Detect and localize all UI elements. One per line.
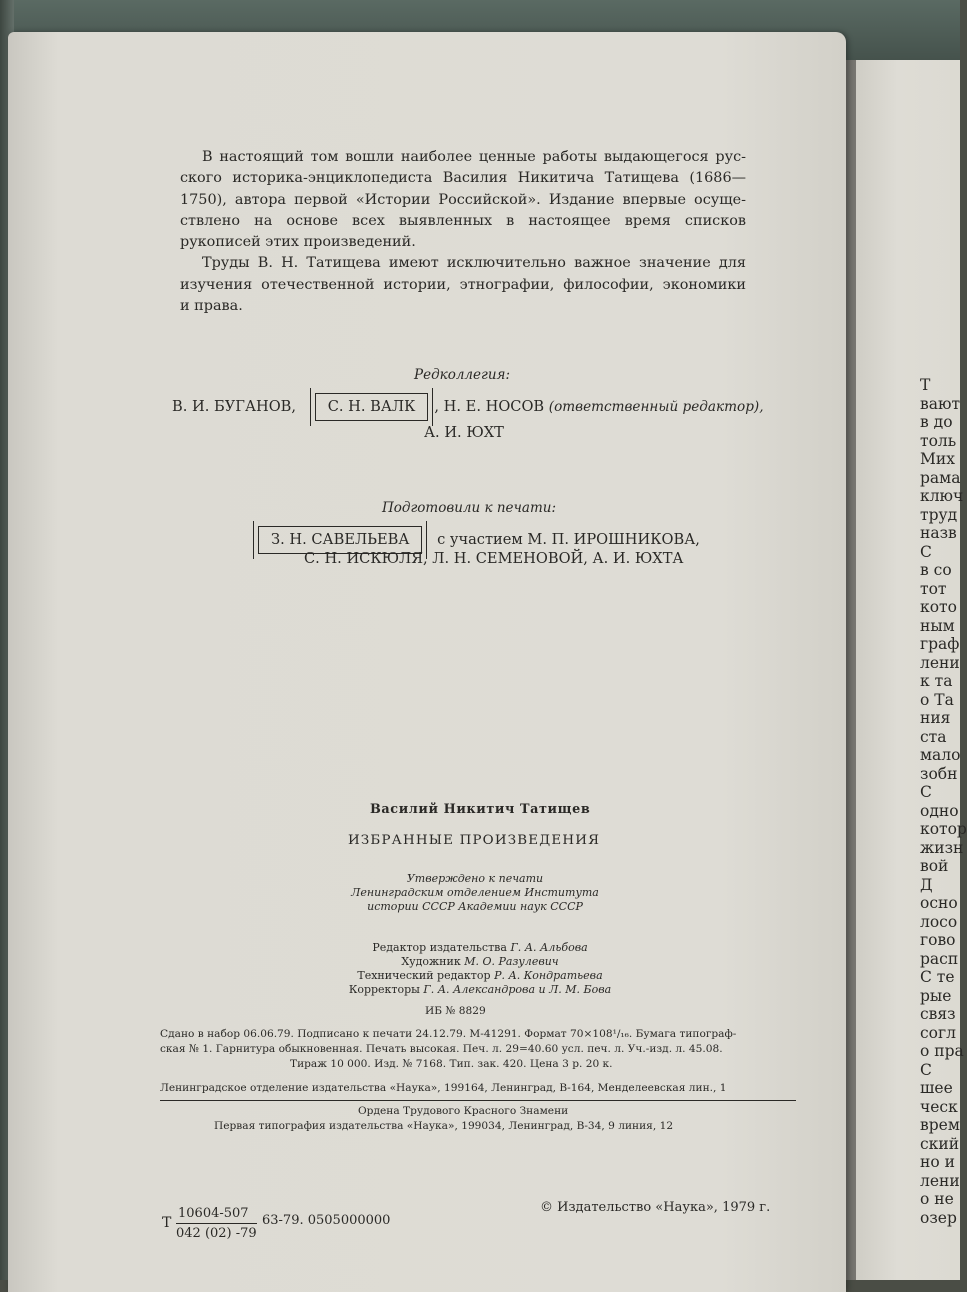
facing-page-fragment: граф	[920, 635, 960, 653]
staff-name: Р. А. Кондратьева	[494, 969, 603, 982]
divider	[160, 1100, 796, 1101]
preparer-name-deceased: З. Н. САВЕЛЬЕВА	[258, 526, 422, 554]
facing-page-fragment: шее	[920, 1079, 953, 1097]
facing-page-fragment: но и	[920, 1153, 955, 1171]
preparer-participants: с участием М. П. ИРОШНИКОВА,	[437, 531, 700, 548]
facing-page-fragment: зобн	[920, 764, 958, 783]
facing-page-fragment: в со	[920, 561, 952, 579]
facing-page-fragment: жизн	[920, 838, 964, 857]
intro-line: рукописей этих произведений.	[180, 234, 416, 251]
intro-paragraph	[180, 147, 746, 317]
facing-page-fragment: о пра	[920, 1042, 964, 1060]
facing-page-fragment: о Та	[920, 690, 954, 709]
intro-line: и права.	[180, 298, 243, 315]
catalog-letter: Т	[162, 1215, 172, 1231]
colophon-author: Василий Никитич Татищев	[370, 802, 591, 817]
intro-line: Труды В. Н. Татищева имеют исключительно важное значение для	[202, 255, 746, 272]
facing-page-fragment: С	[920, 783, 932, 801]
staff-line	[320, 969, 640, 983]
catalog-numerator: 10604-507	[176, 1204, 257, 1224]
staff-role: Технический редактор	[357, 969, 491, 982]
staff-role: Художник	[401, 955, 461, 968]
facing-page-fragment: в до	[920, 413, 953, 431]
facing-page	[856, 60, 967, 1280]
facing-page-fragment: рые	[920, 986, 952, 1005]
printer-address: Первая типография издательства «Наука», 199034, Ленинград, В-34, 9 линия, 12	[214, 1120, 674, 1132]
spec-line: Тираж 10 000. Изд. № 7168. Тип. зак. 420. Цена 3 р. 20 к.	[290, 1058, 613, 1070]
staff-credits	[320, 941, 640, 997]
staff-line	[320, 941, 640, 955]
prepared-line2: С. Н. ИСКЮЛЯ, Л. Н. СЕМЕНОВОЙ, А. И. ЮХТА	[304, 550, 684, 567]
facing-page-fragment: Д	[920, 875, 933, 894]
spec-line: ская № 1. Гарнитура обыкновенная. Печать высокая. Печ. л. 29=40.60 усл. печ. л. Уч.-изд. л. 45.08.	[160, 1043, 723, 1055]
facing-page-fragment: ключ	[920, 487, 964, 505]
facing-page-fragment: согл	[920, 1023, 956, 1042]
approval-note	[330, 872, 620, 914]
catalog-code: 63-79. 0505000000	[262, 1213, 391, 1228]
intro-line: изучения отечественной истории, этнографии, философии, экономики	[180, 276, 746, 293]
staff-name: Г. А. Альбова	[510, 941, 588, 954]
staff-name: Г. А. Александрова и Л. М. Бова	[423, 983, 612, 996]
prepared-heading: Подготовили к печати:	[382, 500, 556, 516]
facing-page-fragment: ным	[920, 616, 955, 635]
intro-line: 1750), автора первой «Истории Российской». Издание впервые осуще-	[180, 191, 746, 208]
approval-line: Утверждено к печати	[406, 872, 544, 885]
catalog-denominator: 042 (02) -79	[176, 1226, 257, 1241]
editorial-heading: Редколлегия:	[414, 367, 511, 383]
facing-page-fragment: ский	[920, 1134, 960, 1153]
staff-role: Корректоры	[348, 983, 420, 996]
facing-page-fragment: лосо	[920, 912, 958, 931]
facing-page-fragment: гово	[920, 931, 956, 949]
facing-page-fragment: лени	[920, 1171, 960, 1190]
facing-page-fragment: С	[920, 542, 932, 561]
editor-name: В. И. БУГАНОВ,	[172, 398, 297, 415]
printer-order: Ордена Трудового Красного Знамени	[358, 1105, 569, 1117]
catalog-fraction	[176, 1204, 257, 1243]
publisher-address: Ленинградское отделение издательства «Наука», 199164, Ленинград, В-164, Менделеевская лин., 1	[160, 1082, 727, 1094]
facing-page-fragment: котор	[920, 820, 967, 838]
editor-role: (ответственный редактор),	[548, 399, 764, 415]
editor-name-deceased: С. Н. ВАЛК	[315, 393, 429, 421]
facing-page-fragment: толь	[920, 431, 957, 450]
facing-page-fragment: труд	[920, 505, 958, 524]
facing-page-fragment: связ	[920, 1005, 956, 1023]
intro-line: В настоящий том вошли наиболее ценные работы выдающегося рус-	[202, 149, 746, 165]
facing-page-fragment: Т	[920, 376, 931, 394]
staff-line	[320, 983, 640, 997]
facing-page-fragment: кото	[920, 598, 957, 616]
staff-role: Редактор издательства	[372, 941, 507, 954]
staff-line	[320, 955, 640, 969]
editorial-board-line1	[172, 393, 764, 421]
facing-page-fragment: осно	[920, 894, 958, 912]
facing-page-fragment: рама	[920, 468, 961, 487]
facing-page-fragment: С те	[920, 968, 955, 986]
facing-page-fragment: Мих	[920, 450, 955, 468]
facing-page-fragment: врем	[920, 1116, 960, 1134]
colophon-title: ИЗБРАННЫЕ ПРОИЗВЕДЕНИЯ	[348, 833, 601, 848]
facing-page-fragment: мало	[920, 746, 961, 764]
facing-page-fragment: к та	[920, 672, 953, 690]
facing-page-fragment: лени	[920, 653, 960, 672]
facing-page-fragment: вой	[920, 857, 949, 875]
facing-page-fragment: тот	[920, 579, 947, 598]
facing-page-fragment: о не	[920, 1190, 954, 1208]
facing-page-fragment: ста	[920, 727, 947, 746]
intro-line: ствлено на основе всех выявленных в настоящее время списков	[180, 212, 746, 229]
ib-number: ИБ № 8829	[425, 1005, 486, 1017]
approval-line: Ленинградским отделением Института	[351, 886, 599, 899]
facing-page-fragment: расп	[920, 949, 959, 968]
facing-page-fragment: одно	[920, 801, 959, 820]
approval-line: истории СССР Академии наук СССР	[367, 900, 583, 913]
intro-line: ского историка-энциклопедиста Василия Никитича Татищева (1686—	[180, 170, 746, 187]
facing-page-fragment: ния	[920, 709, 951, 727]
facing-page-fragment: назв	[920, 524, 957, 542]
copyright-line: © Издательство «Наука», 1979 г.	[540, 1200, 771, 1215]
editor-name: А. И. ЮХТ	[424, 424, 504, 441]
staff-name: М. О. Разулевич	[464, 955, 559, 968]
facing-page-fragment: вают	[920, 394, 961, 413]
facing-page-fragment: ческ	[920, 1097, 958, 1116]
facing-page-fragment: озер	[920, 1208, 957, 1227]
facing-page-fragment: С	[920, 1060, 932, 1079]
editor-name: , Н. Е. НОСОВ	[434, 398, 545, 415]
spec-line: Сдано в набор 06.06.79. Подписано к печати 24.12.79. М-41291. Формат 70×108¹/₁₆. Бумага типограф-	[160, 1028, 737, 1040]
